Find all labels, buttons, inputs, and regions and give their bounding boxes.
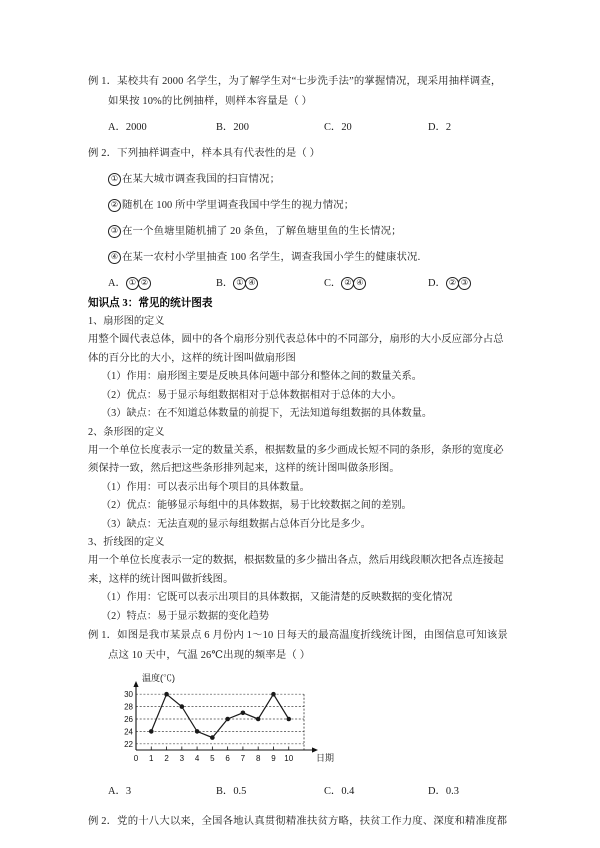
example2-options bbox=[88, 274, 520, 294]
circled-number-icon: ① bbox=[108, 173, 121, 186]
example2-option-a[interactable]: A． ① ② bbox=[108, 274, 150, 290]
chart-data-point bbox=[241, 711, 246, 716]
example3-option-d[interactable]: D．0.3 bbox=[428, 786, 459, 797]
block-1-body-line-1: 用整个圆代表总体，圆中的各个扇形分别代表总体中的不同部分，扇形的大小反应部分占总 bbox=[88, 334, 504, 345]
block-2-item-1: （1）作用：可以表示出每个项目的具体数量。 bbox=[101, 481, 310, 493]
svg-text:30: 30 bbox=[124, 690, 133, 700]
chart-gridlines bbox=[136, 694, 304, 744]
chart-x-axis-title: 日期 bbox=[316, 753, 335, 763]
svg-text:28: 28 bbox=[124, 702, 133, 712]
chart-data-point bbox=[164, 692, 169, 697]
svg-text:7: 7 bbox=[240, 754, 246, 763]
chart-data-point bbox=[256, 717, 261, 722]
circled-number-icon: ④ bbox=[353, 277, 366, 290]
example2-item-2: ② 随机在 100 所中学里调查我国中学生的视力情况； bbox=[88, 196, 520, 216]
svg-text:10: 10 bbox=[284, 754, 294, 763]
block-1-item-2: （2）优点：易于显示每组数据相对于总体数据相对于总体的大小。 bbox=[101, 389, 402, 401]
chart-data-points bbox=[149, 692, 291, 740]
circled-number-icon: ① bbox=[126, 277, 139, 290]
block-1-body-line-2: 体的百分比的大小，这样的统计图叫做扇形图 bbox=[88, 352, 296, 364]
block-3-item-2: （2）特点：易于显示数据的变化趋势 bbox=[101, 610, 270, 622]
line-chart-svg bbox=[118, 672, 348, 772]
circled-number-icon: ④ bbox=[108, 251, 121, 264]
chart-data-point bbox=[286, 717, 291, 722]
svg-text:0: 0 bbox=[133, 754, 139, 763]
svg-text:22: 22 bbox=[124, 739, 133, 749]
example1-options bbox=[88, 118, 520, 138]
block-3-item-1: （1）作用：它既可以表示出项目的具体数据，又能清楚的反映数据的变化情况 bbox=[101, 592, 453, 603]
svg-text:4: 4 bbox=[194, 754, 200, 763]
example2-stem: 例 2．下列抽样调查中，样本具有代表性的是（ ） bbox=[88, 148, 321, 159]
block-1-item-3: （3）缺点：在不知道总体数量的前提下，无法知道每组数据的具体数量。 bbox=[101, 408, 433, 419]
temperature-line-chart bbox=[118, 672, 348, 772]
example2-item-4: ④ 在某一农村小学里抽查 100 名学生，调查我国小学生的健康状况. bbox=[88, 248, 520, 268]
chart-y-tick-labels bbox=[124, 690, 133, 749]
chart-x-axis-arrow bbox=[312, 747, 318, 752]
spacer bbox=[88, 802, 520, 812]
example1-option-d[interactable]: D．2 bbox=[428, 122, 452, 133]
example3-options bbox=[88, 782, 520, 802]
block-2-body-line-2: 须保持一致，然后把这些条形排列起来，这样的统计图叫做条形图。 bbox=[88, 463, 400, 474]
chart-data-line bbox=[151, 694, 288, 737]
circled-number-icon: ② bbox=[138, 277, 151, 290]
example1-stem-line1: 例 1．某校共有 2000 名学生，为了解学生对“七步洗手法”的掌握情况，现采用抽样调查， bbox=[88, 76, 502, 87]
document-content bbox=[88, 72, 520, 832]
example2-item-1: ① 在某大城市调查我国的扫盲情况； bbox=[88, 170, 520, 190]
svg-text:6: 6 bbox=[225, 754, 230, 763]
block-1-title: 1、扇形图的定义 bbox=[88, 316, 165, 327]
svg-text:5: 5 bbox=[210, 754, 215, 763]
example2-option-b[interactable]: B． ① ④ bbox=[216, 274, 257, 290]
example3-option-b[interactable]: B．0.5 bbox=[216, 786, 247, 797]
block-1-item-1: （1）作用：扇形图主要是反映具体问题中部分和整体之间的数量关系。 bbox=[101, 371, 422, 382]
example3-stem-line2: 点这 10 天中，气温 26℃出现的频率是（ ） bbox=[108, 650, 311, 661]
circled-number-icon: ① bbox=[233, 277, 246, 290]
svg-text:8: 8 bbox=[255, 754, 261, 763]
example4-stem: 例 2．党的十八大以来，全国各地认真贯彻精准扶贫方略，扶贫工作力度、深度和精准度都 bbox=[88, 816, 508, 827]
svg-text:1: 1 bbox=[149, 754, 154, 763]
chart-data-point bbox=[149, 729, 154, 734]
example2-option-d[interactable]: D． ② ③ bbox=[428, 274, 470, 290]
chart-x-tick-labels bbox=[134, 754, 294, 763]
chart-y-axis-arrow bbox=[133, 681, 138, 687]
circled-number-icon: ③ bbox=[108, 225, 121, 238]
example1-stem-line2: 如果按 10%的比例抽样，则样本容量是（ ） bbox=[108, 96, 313, 107]
svg-text:24: 24 bbox=[124, 727, 133, 737]
block-2-item-2: （2）优点：能够显示每组中的具体数据，易于比较数据之间的差别。 bbox=[101, 500, 412, 511]
block-2-title: 2、条形图的定义 bbox=[88, 426, 165, 438]
circled-number-icon: ② bbox=[341, 277, 354, 290]
circled-number-icon: ② bbox=[108, 199, 121, 212]
circled-number-icon: ④ bbox=[245, 277, 258, 290]
chart-y-axis-title: 温度(℃) bbox=[142, 673, 175, 683]
example2-option-c[interactable]: C． ② ④ bbox=[324, 274, 365, 290]
block-3-body-line-1: 用一个单位长度表示一定的数据，根据数量的多少描出各点，然后用线段顺次把各点连接起 bbox=[88, 555, 504, 566]
example3-stem-line1: 例 1．如图是我市某景点 6 月份内 1～10 日每天的最高温度折线统计图，由图信息可知该景 bbox=[88, 630, 508, 641]
chart-data-point bbox=[271, 692, 276, 697]
example3-option-a[interactable]: A．3 bbox=[108, 786, 132, 797]
example1-option-b[interactable]: B．200 bbox=[216, 122, 249, 133]
example1-option-a[interactable]: A．2000 bbox=[108, 122, 147, 133]
chart-data-point bbox=[210, 735, 215, 740]
circled-number-icon: ② bbox=[446, 277, 459, 290]
svg-text:3: 3 bbox=[179, 754, 185, 763]
chart-data-point bbox=[225, 717, 230, 722]
example1-option-c[interactable]: C．20 bbox=[324, 122, 352, 133]
example2-item-3: ③ 在一个鱼塘里随机捕了 20 条鱼，了解鱼塘里鱼的生长情况； bbox=[88, 222, 520, 242]
block-3-title: 3、折线图的定义 bbox=[88, 537, 165, 548]
block-2-body-line-1: 用一个单位长度表示一定的数量关系，根据数量的多少画成长短不同的条形，条形的宽度必 bbox=[88, 444, 504, 456]
circled-number-icon: ③ bbox=[458, 277, 471, 290]
svg-text:2: 2 bbox=[164, 754, 169, 763]
block-3-body-line-2: 来，这样的统计图叫做折线图。 bbox=[88, 573, 234, 585]
svg-text:9: 9 bbox=[271, 754, 276, 763]
spacer bbox=[88, 772, 520, 782]
block-2-item-3: （3）缺点：无法直观的显示每组数据占总体百分比是多少。 bbox=[101, 518, 371, 530]
chart-data-point bbox=[195, 729, 200, 734]
section-heading: 知识点 3：常见的统计图表 bbox=[88, 298, 213, 309]
chart-data-point bbox=[180, 704, 185, 709]
example3-option-c[interactable]: C．0.4 bbox=[324, 786, 355, 797]
svg-text:26: 26 bbox=[124, 715, 133, 724]
